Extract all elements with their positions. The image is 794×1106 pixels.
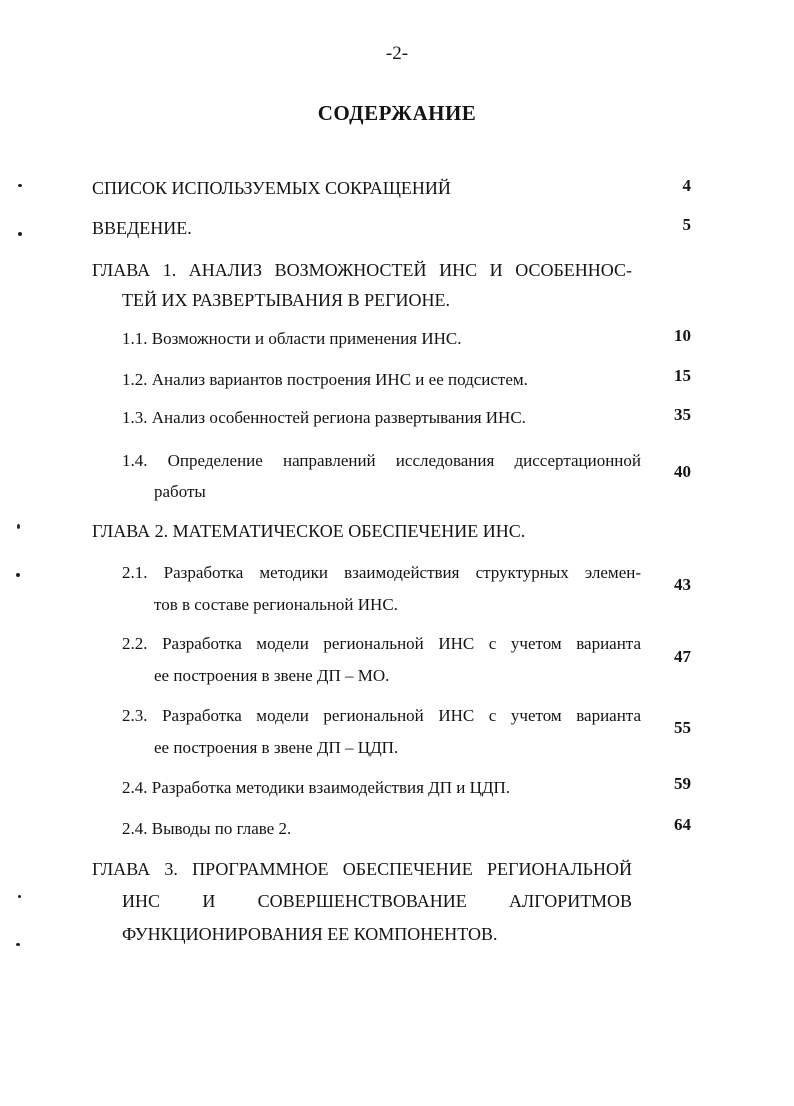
toc-section-2-1-line2: тов в составе региональной ИНС.: [154, 595, 398, 614]
toc-section-1-3: 1.3. Анализ особенностей региона развертывания ИНС.: [122, 408, 526, 427]
toc-section-2-2-line2: ее построения в звене ДП – МО.: [154, 666, 390, 685]
scan-speck: [16, 943, 20, 946]
scan-speck: [16, 573, 20, 577]
toc-chapter1-title-line2: ТЕЙ ИХ РАЗВЕРТЫВАНИЯ В РЕГИОНЕ.: [122, 290, 450, 310]
scan-speck: [18, 895, 21, 898]
toc-section-1-2: 1.2. Анализ вариантов построения ИНС и ее подсистем.: [122, 370, 528, 389]
toc-page-2-4: 59: [674, 774, 691, 793]
toc-page-1-2: 15: [674, 366, 691, 385]
toc-entry-abbreviations: СПИСОК ИСПОЛЬЗУЕМЫХ СОКРАЩЕНИЙ: [92, 178, 451, 198]
scan-speck: [17, 524, 20, 529]
toc-page-2-2: 47: [674, 647, 691, 666]
toc-chapter1-title-line1: ГЛАВА 1. АНАЛИЗ ВОЗМОЖНОСТЕЙ ИНС И ОСОБЕННОС-: [92, 260, 632, 280]
page-title: СОДЕРЖАНИЕ: [317, 101, 477, 125]
toc-section-2-4: 2.4. Разработка методики взаимодействия ДП и ЦДП.: [122, 778, 511, 797]
toc-section-2-3-line2: ее построения в звене ДП – ЦДП.: [154, 738, 399, 757]
toc-page-2-1: 43: [674, 575, 691, 594]
toc-page-2-5: 64: [674, 815, 691, 834]
toc-chapter3-title-line1: ГЛАВА 3. ПРОГРАММНОЕ ОБЕСПЕЧЕНИЕ РЕГИОНАЛЬНОЙ: [92, 859, 632, 879]
toc-chapter3-title-line2: ИНС И СОВЕРШЕНСТВОВАНИЕ АЛГОРИТМОВ: [122, 891, 632, 911]
toc-page-abbreviations: 4: [682, 176, 691, 195]
toc-page-1-3: 35: [674, 405, 691, 424]
toc-section-1-1: 1.1. Возможности и области применения ИНС.: [122, 329, 462, 348]
toc-page-1-1: 10: [674, 326, 691, 345]
toc-page-1-4: 40: [674, 462, 691, 481]
scan-speck: [18, 232, 22, 236]
page-number: -2-: [385, 43, 409, 64]
toc-section-2-2-line1: 2.2. Разработка модели региональной ИНС с учетом варианта: [122, 634, 641, 653]
toc-chapter2-title: ГЛАВА 2. МАТЕМАТИЧЕСКОЕ ОБЕСПЕЧЕНИЕ ИНС.: [92, 521, 526, 541]
toc-chapter3-title-line3: ФУНКЦИОНИРОВАНИЯ ЕЕ КОМПОНЕНТОВ.: [122, 924, 498, 944]
toc-entry-introduction: ВВЕДЕНИЕ.: [92, 218, 192, 238]
toc-section-1-4-line2: работы: [154, 482, 206, 501]
toc-section-2-3-line1: 2.3. Разработка модели региональной ИНС с учетом варианта: [122, 706, 641, 725]
scan-speck: [18, 184, 22, 187]
toc-section-1-4-line1: 1.4. Определение направлений исследования диссертационной: [122, 451, 641, 470]
toc-page-introduction: 5: [682, 215, 691, 234]
toc-section-2-5: 2.4. Выводы по главе 2.: [122, 819, 292, 838]
toc-section-2-1-line1: 2.1. Разработка методики взаимодействия структурных элемен-: [122, 563, 641, 582]
toc-page-2-3: 55: [674, 718, 691, 737]
